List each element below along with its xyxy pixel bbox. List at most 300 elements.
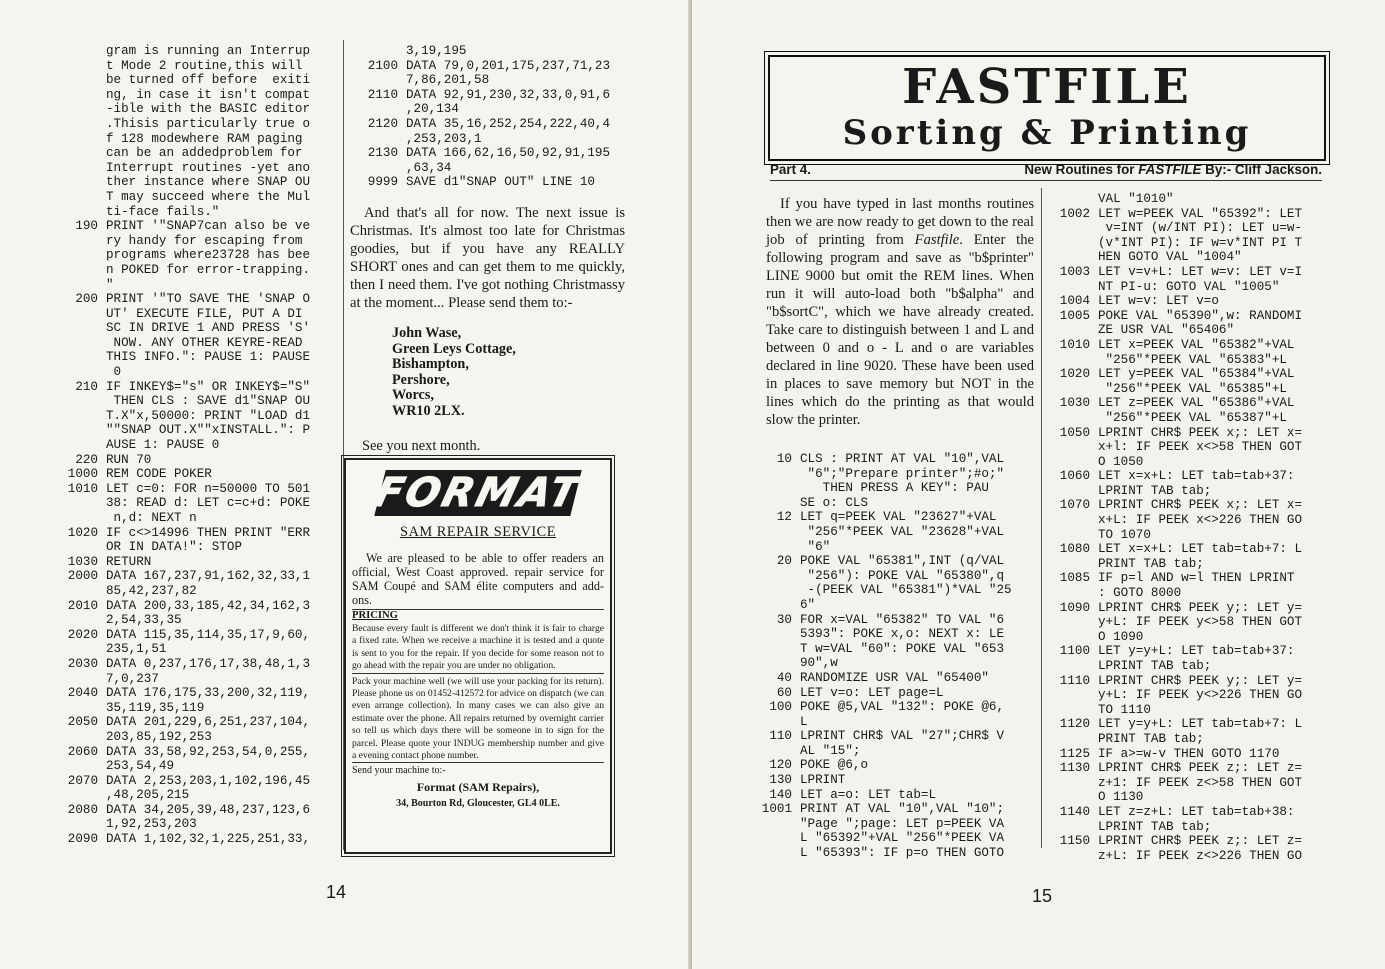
- code-text: LPRINT CHR$ PEEK x;: LET x=: [1098, 498, 1303, 513]
- code-text: ,253,203,1: [406, 131, 482, 146]
- code-line-continuation: [1042, 776, 1332, 791]
- code-line-continuation: [50, 146, 340, 161]
- code-line-continuation: [744, 496, 1044, 511]
- code-line-continuation: [50, 759, 340, 774]
- code-text: THEN PRESS A KEY": PAU: [800, 481, 989, 496]
- code-line-continuation: [50, 88, 340, 103]
- code-line-continuation: [1042, 440, 1332, 455]
- code-text: T w=VAL "60": POKE VAL "653: [800, 641, 1005, 656]
- code-line-continuation: [1042, 615, 1332, 630]
- code-line-continuation: [1042, 688, 1332, 703]
- code-line-continuation: [50, 394, 340, 409]
- code-line-continuation: [50, 161, 340, 176]
- code-text: REM CODE POKER: [106, 467, 212, 482]
- basic-listing: [50, 44, 340, 847]
- code-text: T.X"x,50000: PRINT "LOAD d1: [106, 408, 311, 423]
- code-line: [744, 671, 1044, 686]
- code-text: TO 1070: [1098, 527, 1151, 542]
- code-text: 0: [106, 365, 122, 380]
- code-line-continuation: [744, 656, 1044, 671]
- line-number: 1020: [67, 525, 98, 540]
- code-text: TO 1110: [1098, 702, 1151, 717]
- intro-column: [766, 195, 1034, 429]
- code-line-continuation: [50, 730, 340, 745]
- code-line-continuation: [50, 438, 340, 453]
- code-text: 7,0,237: [106, 671, 159, 686]
- code-line: [50, 555, 340, 570]
- code-line: [50, 453, 340, 468]
- code-line-continuation: [50, 44, 340, 59]
- code-text: FOR x=VAL "65382" TO VAL "6: [800, 612, 1005, 627]
- code-line: [744, 510, 1044, 525]
- code-text: t Mode 2 routine,this will: [106, 58, 303, 73]
- code-text: gram is running an Interrup: [106, 44, 311, 58]
- code-text: 253,54,49: [106, 759, 175, 774]
- article-title-box: [768, 55, 1326, 161]
- line-number: 140: [769, 787, 792, 802]
- code-text: LET x=x+L: LET tab=tab+37:: [1098, 469, 1295, 484]
- code-text: LET x=PEEK VAL "65382"+VAL: [1098, 337, 1295, 352]
- line-number: 120: [769, 758, 792, 773]
- code-text: LPRINT: [800, 773, 846, 788]
- line-number: 1010: [1059, 337, 1090, 352]
- code-line-continuation: [744, 481, 1044, 496]
- code-text: LET z=z+L: LET tab=tab+38:: [1098, 804, 1295, 819]
- code-line: [50, 380, 340, 395]
- code-line: [1042, 367, 1332, 382]
- code-text: 203,85,192,253: [106, 729, 212, 744]
- code-line-continuation: [744, 525, 1044, 540]
- code-line-continuation: [744, 715, 1044, 730]
- code-line-continuation: [1042, 586, 1332, 601]
- code-text: OR IN DATA!": STOP: [106, 540, 243, 555]
- line-number: 2110: [367, 87, 398, 102]
- code-text: ,48,205,215: [106, 788, 190, 803]
- code-text: LET y=y+L: LET tab=tab+37:: [1098, 644, 1295, 659]
- pricing-text: Because every fault is different we don't think it is fair to charge a fixed rate. When we receive a machine it is tested and a quote is sent to you for the repair. If you decide for some reason not to go ahead with the repair you are under no obligation.: [352, 623, 604, 672]
- part-label: Part 4.: [770, 162, 811, 177]
- code-text: "Page ";page: LET p=PEEK VA: [800, 816, 1005, 831]
- code-text: 38: READ d: LET c=c+d: POKE: [106, 496, 311, 511]
- code-text: "256"*PEEK VAL "65385"+L: [1098, 381, 1287, 396]
- code-text: LPRINT TAB tab;: [1098, 819, 1212, 834]
- code-text: NOW. ANY OTHER KEYRE-READ: [106, 335, 303, 350]
- line-number: 12: [776, 510, 792, 525]
- code-line-continuation: [50, 613, 340, 628]
- code-line-continuation: [50, 584, 340, 599]
- code-line-continuation: [50, 102, 340, 117]
- format-logo: FORMAT: [370, 470, 586, 516]
- code-text: DATA 115,35,114,35,17,9,60,: [106, 627, 311, 642]
- address-line: Worcs,: [392, 387, 434, 404]
- line-number: 1085: [1059, 571, 1090, 586]
- line-number: 1004: [1059, 294, 1090, 309]
- code-line-continuation: [1042, 484, 1332, 499]
- sign-off: See you next month.: [362, 437, 481, 454]
- code-text: "256"*PEEK VAL "23628"+VAL: [800, 524, 1005, 539]
- code-text: "6": [800, 539, 831, 554]
- code-line-continuation: [50, 248, 340, 263]
- line-number: 2120: [367, 116, 398, 131]
- article-subtitle: Sorting & Printing: [842, 113, 1252, 153]
- code-line: [50, 219, 340, 234]
- address-line: Green Leys Cottage,: [392, 340, 516, 357]
- code-line: [350, 59, 625, 74]
- intro-paragraph: If you have typed in last months routines then we are now ready to get down to the real job of printing from Fastfile. Enter the following program and save as "b$printer" LINE 9000 but omit the REM lines. When run it will auto-load both "b$alpha" and "b$sortC", which we have already created. Take care to distinguish between 1 and L and between 0 and o - L and o are variables declared in line 9020. These have been used in places to save memory but NOT in the lines which do the printing as that would slow the printer.: [766, 196, 1034, 428]
- line-number: 1110: [1059, 673, 1090, 688]
- code-text: LPRINT CHR$ PEEK z;: LET z=: [1098, 761, 1303, 776]
- code-text: z+L: IF PEEK z<>226 THEN GO: [1098, 848, 1303, 863]
- line-number: 1030: [1059, 396, 1090, 411]
- line-number: 1050: [1059, 425, 1090, 440]
- contact-address: [392, 326, 625, 420]
- code-line-continuation: [350, 44, 625, 59]
- address-line: Bishampton,: [392, 356, 469, 373]
- code-text: 85,42,237,82: [106, 583, 197, 598]
- company-address: 34, Bourton Rd, Gloucester, GL4 0LE.: [396, 798, 560, 810]
- code-line: [1042, 674, 1332, 689]
- code-line-continuation: [1042, 732, 1332, 747]
- code-line: [1042, 338, 1332, 353]
- line-number: 1020: [1059, 367, 1090, 382]
- code-text: be turned off before exiti: [106, 73, 311, 88]
- line-number: 2080: [67, 802, 98, 817]
- code-text: LPRINT CHR$ PEEK y;: LET y=: [1098, 600, 1303, 615]
- line-number: 210: [75, 379, 98, 394]
- line-number: 220: [75, 452, 98, 467]
- packing-text: Pack your machine well (we will use your packing for its return). Please phone us on 01452-412572 for advice on dispatch (we can even arrange collection). In many cases we can also give an estimate over the phone. All repairs returned by overnight carrier so tell us which days there will be someone in to sign for the parcel. Please quote your INDUG membership number and give a evening contact phone number.: [352, 673, 604, 763]
- code-line-continuation: [50, 496, 340, 511]
- code-text: 2,54,33,35: [106, 613, 182, 628]
- code-line-continuation: [1042, 353, 1332, 368]
- code-line: [1042, 644, 1332, 659]
- code-text: L: [800, 714, 808, 729]
- code-text: IF INKEY$="s" OR INKEY$="S": [106, 379, 311, 394]
- code-line-continuation: [50, 132, 340, 147]
- code-text: POKE @5,VAL "132": POKE @6,: [800, 700, 1005, 715]
- code-text: DATA 201,229,6,251,237,104,: [106, 715, 311, 730]
- code-line-continuation: [744, 598, 1044, 613]
- code-line: [744, 802, 1044, 817]
- code-text: DATA 79,0,201,175,237,71,23: [406, 58, 611, 73]
- code-text: THIS INFO.": PAUSE 1: PAUSE: [106, 350, 311, 365]
- code-line: [350, 117, 625, 132]
- code-line-continuation: [744, 467, 1044, 482]
- code-line-continuation: [1042, 382, 1332, 397]
- code-text: AUSE 1: PAUSE 0: [106, 438, 220, 453]
- code-text: LET c=0: FOR n=50000 TO 501: [106, 481, 311, 496]
- line-number: 100: [769, 700, 792, 715]
- line-number: 9999: [367, 175, 398, 190]
- code-text: O 1130: [1098, 790, 1144, 805]
- code-text: DATA 176,175,33,200,32,119,: [106, 686, 311, 701]
- code-line-continuation: [50, 511, 340, 526]
- code-text: PRINT TAB tab;: [1098, 556, 1204, 571]
- line-number: 2060: [67, 744, 98, 759]
- code-text: SE o: CLS: [800, 495, 869, 510]
- printer-listing-continued: [1042, 192, 1332, 863]
- code-text: ,20,134: [406, 102, 459, 117]
- code-line-continuation: [1042, 849, 1332, 864]
- line-number: 2070: [67, 773, 98, 788]
- code-line-continuation: [50, 540, 340, 555]
- code-text: PRINT AT VAL "10",VAL "10";: [800, 802, 1005, 817]
- printer-listing: [744, 452, 1044, 861]
- code-text: .Thisis particularly true o: [106, 116, 311, 131]
- article-byline-row: [770, 162, 1322, 177]
- advert-intro: We are pleased to be able to offer readers an official, West Coast approved. repair service for SAM Coupé and SAM élite computers and add-ons.: [352, 551, 604, 607]
- code-line: [1042, 571, 1332, 586]
- code-text: 235,1,51: [106, 642, 167, 657]
- code-text: 5393": POKE x,o: NEXT x: LE: [800, 627, 1005, 642]
- code-text: "6";"Prepare printer";#o;": [800, 466, 1005, 481]
- code-text: DATA 34,205,39,48,237,123,6: [106, 802, 311, 817]
- code-line-continuation: [1042, 513, 1332, 528]
- code-text: DATA 2,253,203,1,102,196,45: [106, 773, 311, 788]
- line-number: 1002: [1059, 206, 1090, 221]
- code-line: [1042, 265, 1332, 280]
- code-line: [50, 292, 340, 307]
- code-text: can be an addedproblem for: [106, 146, 303, 161]
- code-text: x+l: IF PEEK x<>58 THEN GOT: [1098, 440, 1303, 455]
- code-line: [1042, 207, 1332, 222]
- code-line: [1042, 498, 1332, 513]
- code-text: AL "15";: [800, 743, 861, 758]
- code-line: [1042, 294, 1332, 309]
- code-line-continuation: [50, 423, 340, 438]
- code-text: DATA 35,16,252,254,222,40,4: [406, 116, 611, 131]
- code-line-continuation: [744, 540, 1044, 555]
- code-line-continuation: [744, 846, 1044, 861]
- code-text: LPRINT CHR$ PEEK y;: LET y=: [1098, 673, 1303, 688]
- code-line-continuation: [50, 701, 340, 716]
- code-line: [50, 526, 340, 541]
- code-text: RETURN: [106, 554, 152, 569]
- code-line-continuation: [1042, 250, 1332, 265]
- left-page: [0, 0, 690, 969]
- code-text: ti-face fails.": [106, 204, 220, 219]
- company-name: Format (SAM Repairs),: [416, 780, 540, 795]
- code-text: O 1050: [1098, 454, 1144, 469]
- code-line-continuation: [350, 102, 625, 117]
- line-number: 20: [776, 554, 792, 569]
- listing-column-middle: [350, 44, 625, 455]
- code-line-continuation: [744, 831, 1044, 846]
- code-line-continuation: [744, 583, 1044, 598]
- advert-title: SAM REPAIR SERVICE: [399, 524, 557, 540]
- code-line-continuation: [50, 409, 340, 424]
- code-text: 90",w: [800, 656, 838, 671]
- line-number: 190: [75, 219, 98, 234]
- code-text: LET z=PEEK VAL "65386"+VAL: [1098, 396, 1295, 411]
- code-line-continuation: [1042, 703, 1332, 718]
- code-line: [50, 657, 340, 672]
- code-line: [1042, 396, 1332, 411]
- code-line: [744, 773, 1044, 788]
- code-text: NT PI-u: GOTO VAL "1005": [1098, 279, 1280, 294]
- code-line-continuation: [50, 175, 340, 190]
- code-text: ""SNAP OUT.X""xINSTALL.": P: [106, 423, 311, 438]
- line-number: 2130: [367, 146, 398, 161]
- code-text: ther instance where SNAP OU: [106, 175, 311, 190]
- code-text: L "65393": IF p=o THEN GOTO: [800, 846, 1005, 861]
- code-line: [1042, 805, 1332, 820]
- code-line: [744, 729, 1044, 744]
- code-line-continuation: [350, 161, 625, 176]
- code-line-continuation: [50, 263, 340, 278]
- code-text: POKE @6,o: [800, 758, 869, 773]
- code-line-continuation: [50, 307, 340, 322]
- code-text: T may succeed where the Mul: [106, 189, 311, 204]
- code-line-continuation: [50, 321, 340, 336]
- code-line: [744, 758, 1044, 773]
- line-number: 1150: [1059, 834, 1090, 849]
- code-text: -(PEEK VAL "65381")*VAL "25: [800, 583, 1012, 598]
- listing-column-right-a: [744, 452, 1044, 861]
- code-line: [50, 745, 340, 760]
- code-text: 3,19,195: [406, 44, 467, 58]
- header-rule: [770, 180, 1322, 181]
- code-text: DATA 167,237,91,162,32,33,1: [106, 569, 311, 584]
- code-line-continuation: [1042, 455, 1332, 470]
- code-line: [50, 482, 340, 497]
- line-number: 1090: [1059, 600, 1090, 615]
- code-text: z+1: IF PEEK z<>58 THEN GOT: [1098, 775, 1303, 790]
- code-text: PRINT TAB tab;: [1098, 731, 1204, 746]
- code-text: y+L: IF PEEK y<>58 THEN GOT: [1098, 615, 1303, 630]
- code-text: 1,92,253,203: [106, 817, 197, 832]
- code-text: ry handy for escaping from: [106, 233, 303, 248]
- code-line: [1042, 542, 1332, 557]
- code-text: HEN GOTO VAL "1004": [1098, 250, 1242, 265]
- code-line-continuation: [1042, 323, 1332, 338]
- page-number: 14: [326, 882, 347, 902]
- code-line-continuation: [50, 117, 340, 132]
- code-text: LET x=x+L: LET tab=tab+7: L: [1098, 542, 1303, 557]
- line-number: 2020: [67, 627, 98, 642]
- code-text: SAVE d1"SNAP OUT" LINE 10: [406, 175, 595, 190]
- code-line-continuation: [50, 788, 340, 803]
- code-line: [1042, 747, 1332, 762]
- byline: New Routines for FASTFILE By:- Cliff Jackson.: [1024, 162, 1322, 177]
- code-text: ": [106, 277, 114, 292]
- code-text: LET w=PEEK VAL "65392": LET: [1098, 206, 1303, 221]
- code-line-continuation: [50, 190, 340, 205]
- address-line: John Wase,: [392, 324, 462, 341]
- code-line-continuation: [50, 817, 340, 832]
- code-text: DATA 166,62,16,50,92,91,195: [406, 146, 611, 161]
- code-line: [1042, 309, 1332, 324]
- code-line-continuation: [1042, 280, 1332, 295]
- code-line-continuation: [350, 132, 625, 147]
- code-line: [50, 599, 340, 614]
- send-to-label: Send your machine to:-: [352, 762, 604, 776]
- code-text: LET y=y+L: LET tab=tab+7: L: [1098, 717, 1303, 732]
- code-line-continuation: [1042, 557, 1332, 572]
- line-number: 1030: [67, 554, 98, 569]
- code-text: "256"*PEEK VAL "65387"+L: [1098, 410, 1287, 425]
- line-number: 1060: [1059, 469, 1090, 484]
- code-line-continuation: [350, 73, 625, 88]
- code-text: ,63,34: [406, 160, 452, 175]
- code-line: [1042, 469, 1332, 484]
- code-line: [1042, 601, 1332, 616]
- line-number: 2090: [67, 832, 98, 847]
- closing-paragraph: And that's all for now. The next issue is Christmas. It's almost too late for Christmas goodies, but if you have any REALLY SHORT ones and can get them to me quickly, then I need them. I've got nothing Christmassy at the moment... Please send them to:-: [350, 204, 625, 311]
- code-text: RUN 70: [106, 452, 152, 467]
- right-page: [692, 0, 1385, 969]
- code-text: (v*INT PI): IF w=v*INT PI T: [1098, 235, 1303, 250]
- code-text: IF p=l AND w=l THEN LPRINT: [1098, 571, 1295, 586]
- code-line: [1042, 717, 1332, 732]
- line-number: 1130: [1059, 761, 1090, 776]
- code-line-continuation: [744, 744, 1044, 759]
- code-text: L "65392"+VAL "256"*PEEK VA: [800, 831, 1005, 846]
- code-text: 6": [800, 597, 816, 612]
- code-text: DATA 0,237,176,17,38,48,1,3: [106, 656, 311, 671]
- code-line: [50, 686, 340, 701]
- basic-listing-continued: [350, 44, 625, 190]
- code-text: VAL "1010": [1098, 192, 1174, 206]
- code-line: [744, 452, 1044, 467]
- code-line: [1042, 426, 1332, 441]
- code-text: LET a=o: LET tab=L: [800, 787, 937, 802]
- code-text: n POKED for error-trapping.: [106, 262, 311, 277]
- code-line: [1042, 761, 1332, 776]
- code-text: LPRINT CHR$ PEEK z;: LET z=: [1098, 834, 1303, 849]
- code-line-continuation: [50, 672, 340, 687]
- code-line: [50, 569, 340, 584]
- code-line: [50, 832, 340, 847]
- line-number: 1001: [761, 802, 792, 817]
- code-text: CLS : PRINT AT VAL "10",VAL: [800, 452, 1005, 466]
- listing-column-left: [50, 44, 340, 847]
- code-line: [1042, 834, 1332, 849]
- code-text: programs where23728 has bee: [106, 248, 311, 263]
- line-number: 1080: [1059, 542, 1090, 557]
- code-text: PRINT '"TO SAVE THE 'SNAP O: [106, 292, 311, 307]
- line-number: 1100: [1059, 644, 1090, 659]
- line-number: 2010: [67, 598, 98, 613]
- code-text: RANDOMIZE USR VAL "65400": [800, 670, 989, 685]
- line-number: 110: [769, 729, 792, 744]
- code-text: LET y=PEEK VAL "65384"+VAL: [1098, 367, 1295, 382]
- code-line-continuation: [1042, 820, 1332, 835]
- code-text: IF a>=w-v THEN GOTO 1170: [1098, 746, 1280, 761]
- code-text: LET v=o: LET page=L: [800, 685, 944, 700]
- code-text: "256"): POKE VAL "65380",q: [800, 568, 1005, 583]
- code-text: LPRINT CHR$ PEEK x;: LET x=: [1098, 425, 1303, 440]
- line-number: 1120: [1059, 717, 1090, 732]
- code-line-continuation: [744, 817, 1044, 832]
- code-text: POKE VAL "65390",w: RANDOMI: [1098, 308, 1303, 323]
- code-text: O 1090: [1098, 629, 1144, 644]
- code-line: [50, 628, 340, 643]
- code-line-continuation: [1042, 192, 1332, 207]
- code-text: : GOTO 8000: [1098, 586, 1182, 601]
- code-line: [350, 88, 625, 103]
- code-line-continuation: [1042, 411, 1332, 426]
- code-text: LPRINT TAB tab;: [1098, 483, 1212, 498]
- code-text: DATA 92,91,230,32,33,0,91,6: [406, 87, 611, 102]
- code-line-continuation: [50, 642, 340, 657]
- code-line-continuation: [50, 73, 340, 88]
- line-number: 130: [769, 773, 792, 788]
- code-text: v=INT (w/INT PI): LET u=w-: [1098, 221, 1303, 236]
- address-line: Pershore,: [392, 371, 450, 388]
- code-line-continuation: [1042, 659, 1332, 674]
- article-title: FASTFILE: [902, 59, 1192, 115]
